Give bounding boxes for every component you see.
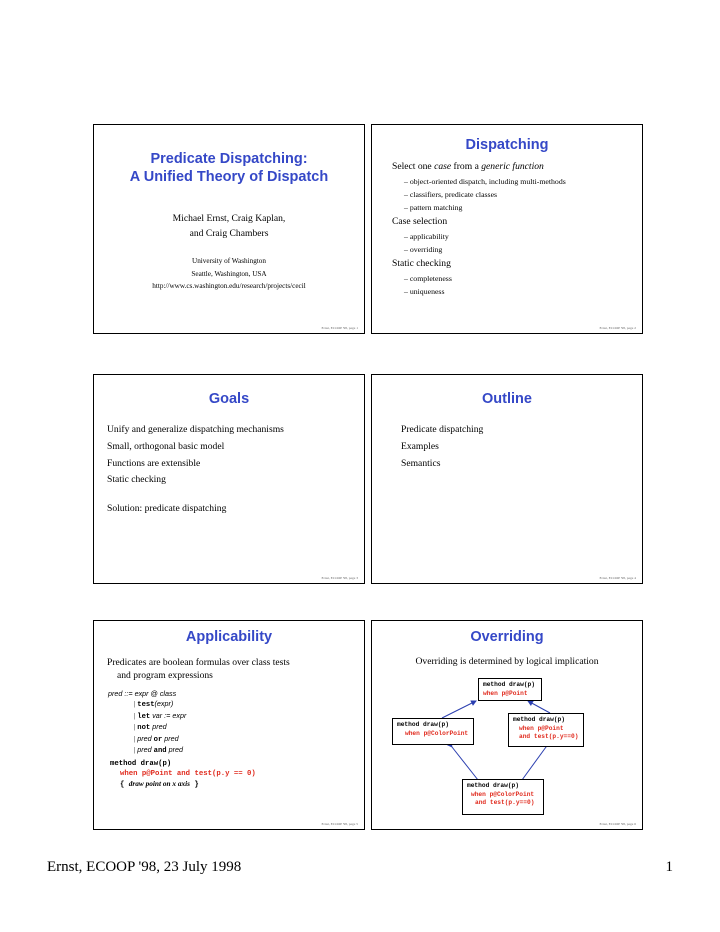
grammar (108, 689, 186, 756)
grammar-rest: pred (166, 745, 183, 755)
affiliation (94, 255, 364, 293)
grammar-line (108, 745, 186, 756)
affiliation-line2: Seattle, Washington, USA (191, 269, 267, 278)
sub-item: – classifiers, predicate classes (404, 189, 498, 199)
authors-line2: and Craig Chambers (189, 228, 269, 239)
grammar-rest: pred (162, 733, 179, 743)
sub-item: – completeness (404, 273, 452, 283)
list-item: Functions are extensible (107, 457, 201, 469)
slide-1 (93, 124, 365, 334)
slide-title-line2: A Unified Theory of Dispatch (129, 169, 329, 185)
method-box-point (478, 678, 542, 701)
list-item: Small, orthogonal basic model (107, 440, 225, 452)
slide-title-line1: Predicate Dispatching: (150, 151, 308, 167)
code-line: when p@Point (519, 724, 564, 732)
slide-4 (371, 374, 643, 584)
bullet-heading: Case selection (392, 216, 448, 228)
grammar-line (108, 699, 186, 710)
intro-text-2: from a (451, 161, 482, 172)
intro-line1: Predicates are boolean formulas over class tests (107, 657, 290, 668)
slide-title: Applicability (185, 629, 273, 645)
grammar-bar: | (134, 700, 136, 709)
grammar-line (108, 734, 186, 745)
list-item: Static checking (107, 474, 166, 486)
code-line: when p@Point and test(p.y == 0) (120, 769, 256, 778)
sub-item: – object-oriented dispatch, including multi-methods (404, 176, 566, 186)
authors-line1: Michael Ernst, Craig Kaplan, (172, 213, 286, 224)
slide-2 (371, 124, 643, 334)
slide-footer: Ernst, ECOOP '98, page 2 (599, 326, 636, 330)
code-example (110, 760, 256, 791)
grammar-bar: | (134, 734, 136, 743)
affiliation-line1: University of Washington (192, 257, 266, 265)
slide-footer: Ernst, ECOOP '98, page 6 (599, 822, 636, 826)
list-item: Examples (401, 440, 439, 452)
grammar-line (108, 711, 186, 722)
code-brace: } (190, 781, 199, 790)
code-brace: { (120, 781, 129, 790)
keyword: and (153, 747, 167, 756)
arrow (452, 747, 478, 780)
slide-body (392, 159, 636, 299)
project-url: http://www.cs.washington.edu/research/projects/cecil (152, 282, 306, 290)
slide-footer: Ernst, ECOOP '98, page 5 (321, 822, 358, 826)
intro-line2: and program expressions (117, 670, 213, 681)
grammar-rest: pred (137, 745, 154, 755)
code-line: method draw(p) (467, 782, 519, 789)
slide-5 (93, 620, 365, 830)
grammar-bar: | (134, 723, 136, 732)
keyword: not (137, 724, 151, 733)
method-box-colorpoint (392, 718, 474, 745)
sub-item: – pattern matching (404, 203, 463, 213)
grammar-bar: | (134, 746, 136, 755)
method-box-point-test (508, 713, 584, 747)
code-line: method draw(p) (110, 760, 172, 768)
intro-text: Overriding is determined by logical implication (415, 656, 599, 667)
code-line: method draw(p) (513, 716, 565, 723)
sub-item: – overriding (404, 245, 443, 255)
code-line: and test(p.y==0) (475, 799, 535, 807)
code-line: when p@Point (483, 689, 528, 697)
arrow (528, 701, 550, 713)
keyword: test (137, 701, 155, 710)
code-line: method draw(p) (397, 721, 449, 728)
authors (94, 211, 364, 241)
arrow (442, 701, 476, 718)
page-number: 1 (665, 859, 673, 875)
list-item: Unify and generalize dispatching mechanisms (107, 424, 284, 435)
code-line: when p@ColorPoint (405, 729, 469, 737)
code-comment: draw point on x axis (128, 779, 190, 789)
code-line: when p@ColorPoint (471, 790, 535, 798)
intro-text (107, 656, 358, 682)
page-footer-left: Ernst, ECOOP '98, 23 July 1998 (47, 859, 242, 875)
slide-title: Dispatching (465, 137, 549, 153)
slide-footer: Ernst, ECOOP '98, page 3 (321, 576, 358, 580)
arrow (522, 747, 546, 780)
slide-3 (93, 374, 365, 584)
solution-line: Solution: predicate dispatching (107, 503, 227, 515)
slide-6 (371, 620, 643, 830)
grammar-rest: pred (137, 733, 154, 743)
grammar-rest: (expr) (154, 699, 174, 709)
slide-title: Outline (482, 391, 532, 407)
grammar-rest: pred (150, 722, 167, 732)
grammar-line (108, 722, 186, 733)
sub-item: – uniqueness (404, 287, 445, 297)
intro-text: Select one (392, 161, 435, 172)
keyword: or (153, 735, 163, 744)
code-line: method draw(p) (483, 681, 535, 688)
sub-item: – applicability (404, 231, 449, 241)
list-item: Predicate dispatching (401, 424, 484, 435)
code-line (110, 779, 256, 791)
bullet-heading: Static checking (392, 258, 451, 270)
slide-footer: Ernst, ECOOP '98, page 4 (599, 576, 636, 580)
grammar-bar: | (134, 711, 136, 720)
list-item: Semantics (401, 457, 441, 469)
method-box-colorpoint-test (462, 779, 544, 815)
intro-line (392, 159, 636, 175)
slide-body (401, 422, 636, 472)
grammar-rest: var := expr (150, 710, 187, 720)
code-line: and test(p.y==0) (519, 733, 579, 741)
slide-title: Overriding (470, 629, 544, 645)
grammar-line: pred ::= expr @ class (108, 689, 177, 698)
slide-title: Goals (208, 391, 250, 407)
slide-footer: Ernst, ECOOP '98, page 1 (321, 326, 358, 330)
keyword: let (137, 712, 151, 721)
slide-body (107, 422, 358, 518)
intro-generic-function: generic function (481, 161, 544, 172)
intro-case: case (434, 161, 452, 172)
